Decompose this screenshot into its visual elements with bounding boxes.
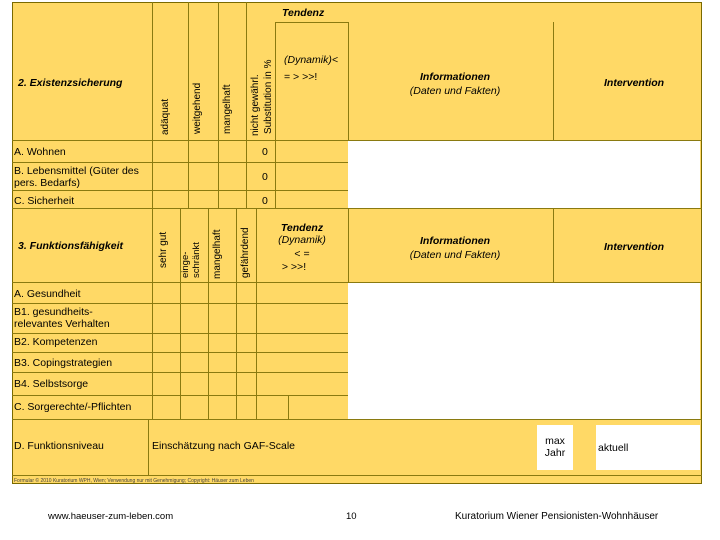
tendenz-arrows-1: < = bbox=[294, 248, 310, 260]
copyright-note: Formular © 2010 Kuratorium WPH, Wien; Verwendung nur mit Genehmigung; Copyright: Häuser zum Leben bbox=[14, 478, 254, 484]
info-area-existenz[interactable] bbox=[348, 140, 700, 208]
row-kompetenzen: B2. Kompetenzen bbox=[14, 336, 98, 348]
row-lebensmittel: B. Lebensmittel (Güter des pers. Bedarfs) bbox=[14, 165, 139, 189]
scale-substitution: Substitution in % bbox=[263, 59, 274, 134]
row-sorgerechte: C. Sorgerechte/-Pflichten bbox=[14, 401, 132, 413]
gaf-max-label: max Jahr bbox=[544, 435, 566, 459]
row-wohnen-value: 0 bbox=[262, 146, 268, 158]
row-sicherheit: C. Sicherheit bbox=[14, 195, 75, 207]
dynamik-label-3: (Dynamik) bbox=[278, 234, 326, 246]
row-sicherheit-value: 0 bbox=[262, 195, 268, 207]
gaf-current-label: aktuell bbox=[598, 442, 629, 454]
row-wohnen: A. Wohnen bbox=[14, 146, 66, 158]
row-gesundheitsverhalten: B1. gesundheits-relevantes Verhalten bbox=[14, 306, 110, 330]
info-subtitle: (Daten und Fakten) bbox=[409, 85, 501, 97]
page-number: 10 bbox=[346, 511, 357, 522]
info-title: Informationen bbox=[420, 71, 490, 83]
gaf-label: D. Funktionsniveau bbox=[14, 440, 104, 452]
tendenz-label-3: Tendenz bbox=[280, 222, 324, 234]
footer-url[interactable]: www.haeuser-zum-leben.com bbox=[48, 511, 174, 522]
row-lebensmittel-value: 0 bbox=[262, 171, 268, 183]
scale-mangelhaft: mangelhaft bbox=[222, 84, 233, 134]
scale-weitgehend: weitgehend bbox=[192, 82, 203, 134]
info-title-3: Informationen bbox=[420, 235, 490, 247]
scale-eingeschraenkt: einge-schränkt bbox=[180, 242, 202, 278]
tendenz-arrows-2: > >>! bbox=[281, 261, 307, 273]
footer-org: Kuratorium Wiener Pensionisten-Wohnhäuser bbox=[455, 511, 659, 522]
section2-title: 2. Existenzsicherung bbox=[18, 77, 123, 89]
scale-gefaehrdend: gefährdend bbox=[240, 227, 251, 278]
tendenz-label: Tendenz bbox=[282, 7, 325, 19]
row-gesundheit: A. Gesundheit bbox=[14, 288, 81, 300]
scale-sehr-gut: sehr gut bbox=[158, 231, 169, 268]
scale-adaequat: adäquat bbox=[160, 98, 171, 135]
section3-title: 3. Funktionsfähigkeit bbox=[18, 240, 124, 252]
scale-mangelhaft-3: mangelhaft bbox=[212, 229, 223, 279]
row-copingstrategien: B3. Copingstrategien bbox=[14, 357, 113, 369]
tendenz-arrows: = > >>! bbox=[284, 71, 318, 83]
intervention-label: Intervention bbox=[604, 77, 665, 89]
scale-nicht-gewaehrl: nicht gewährl. bbox=[250, 74, 261, 136]
gaf-scale-label: Einschätzung nach GAF-Scale bbox=[152, 440, 295, 452]
info-area-funktion[interactable] bbox=[348, 282, 700, 419]
row-selbstsorge: B4. Selbstsorge bbox=[14, 378, 89, 390]
info-subtitle-3: (Daten und Fakten) bbox=[409, 249, 501, 261]
dynamik-label: (Dynamik)< bbox=[284, 54, 338, 66]
intervention-label-3: Intervention bbox=[604, 241, 665, 253]
